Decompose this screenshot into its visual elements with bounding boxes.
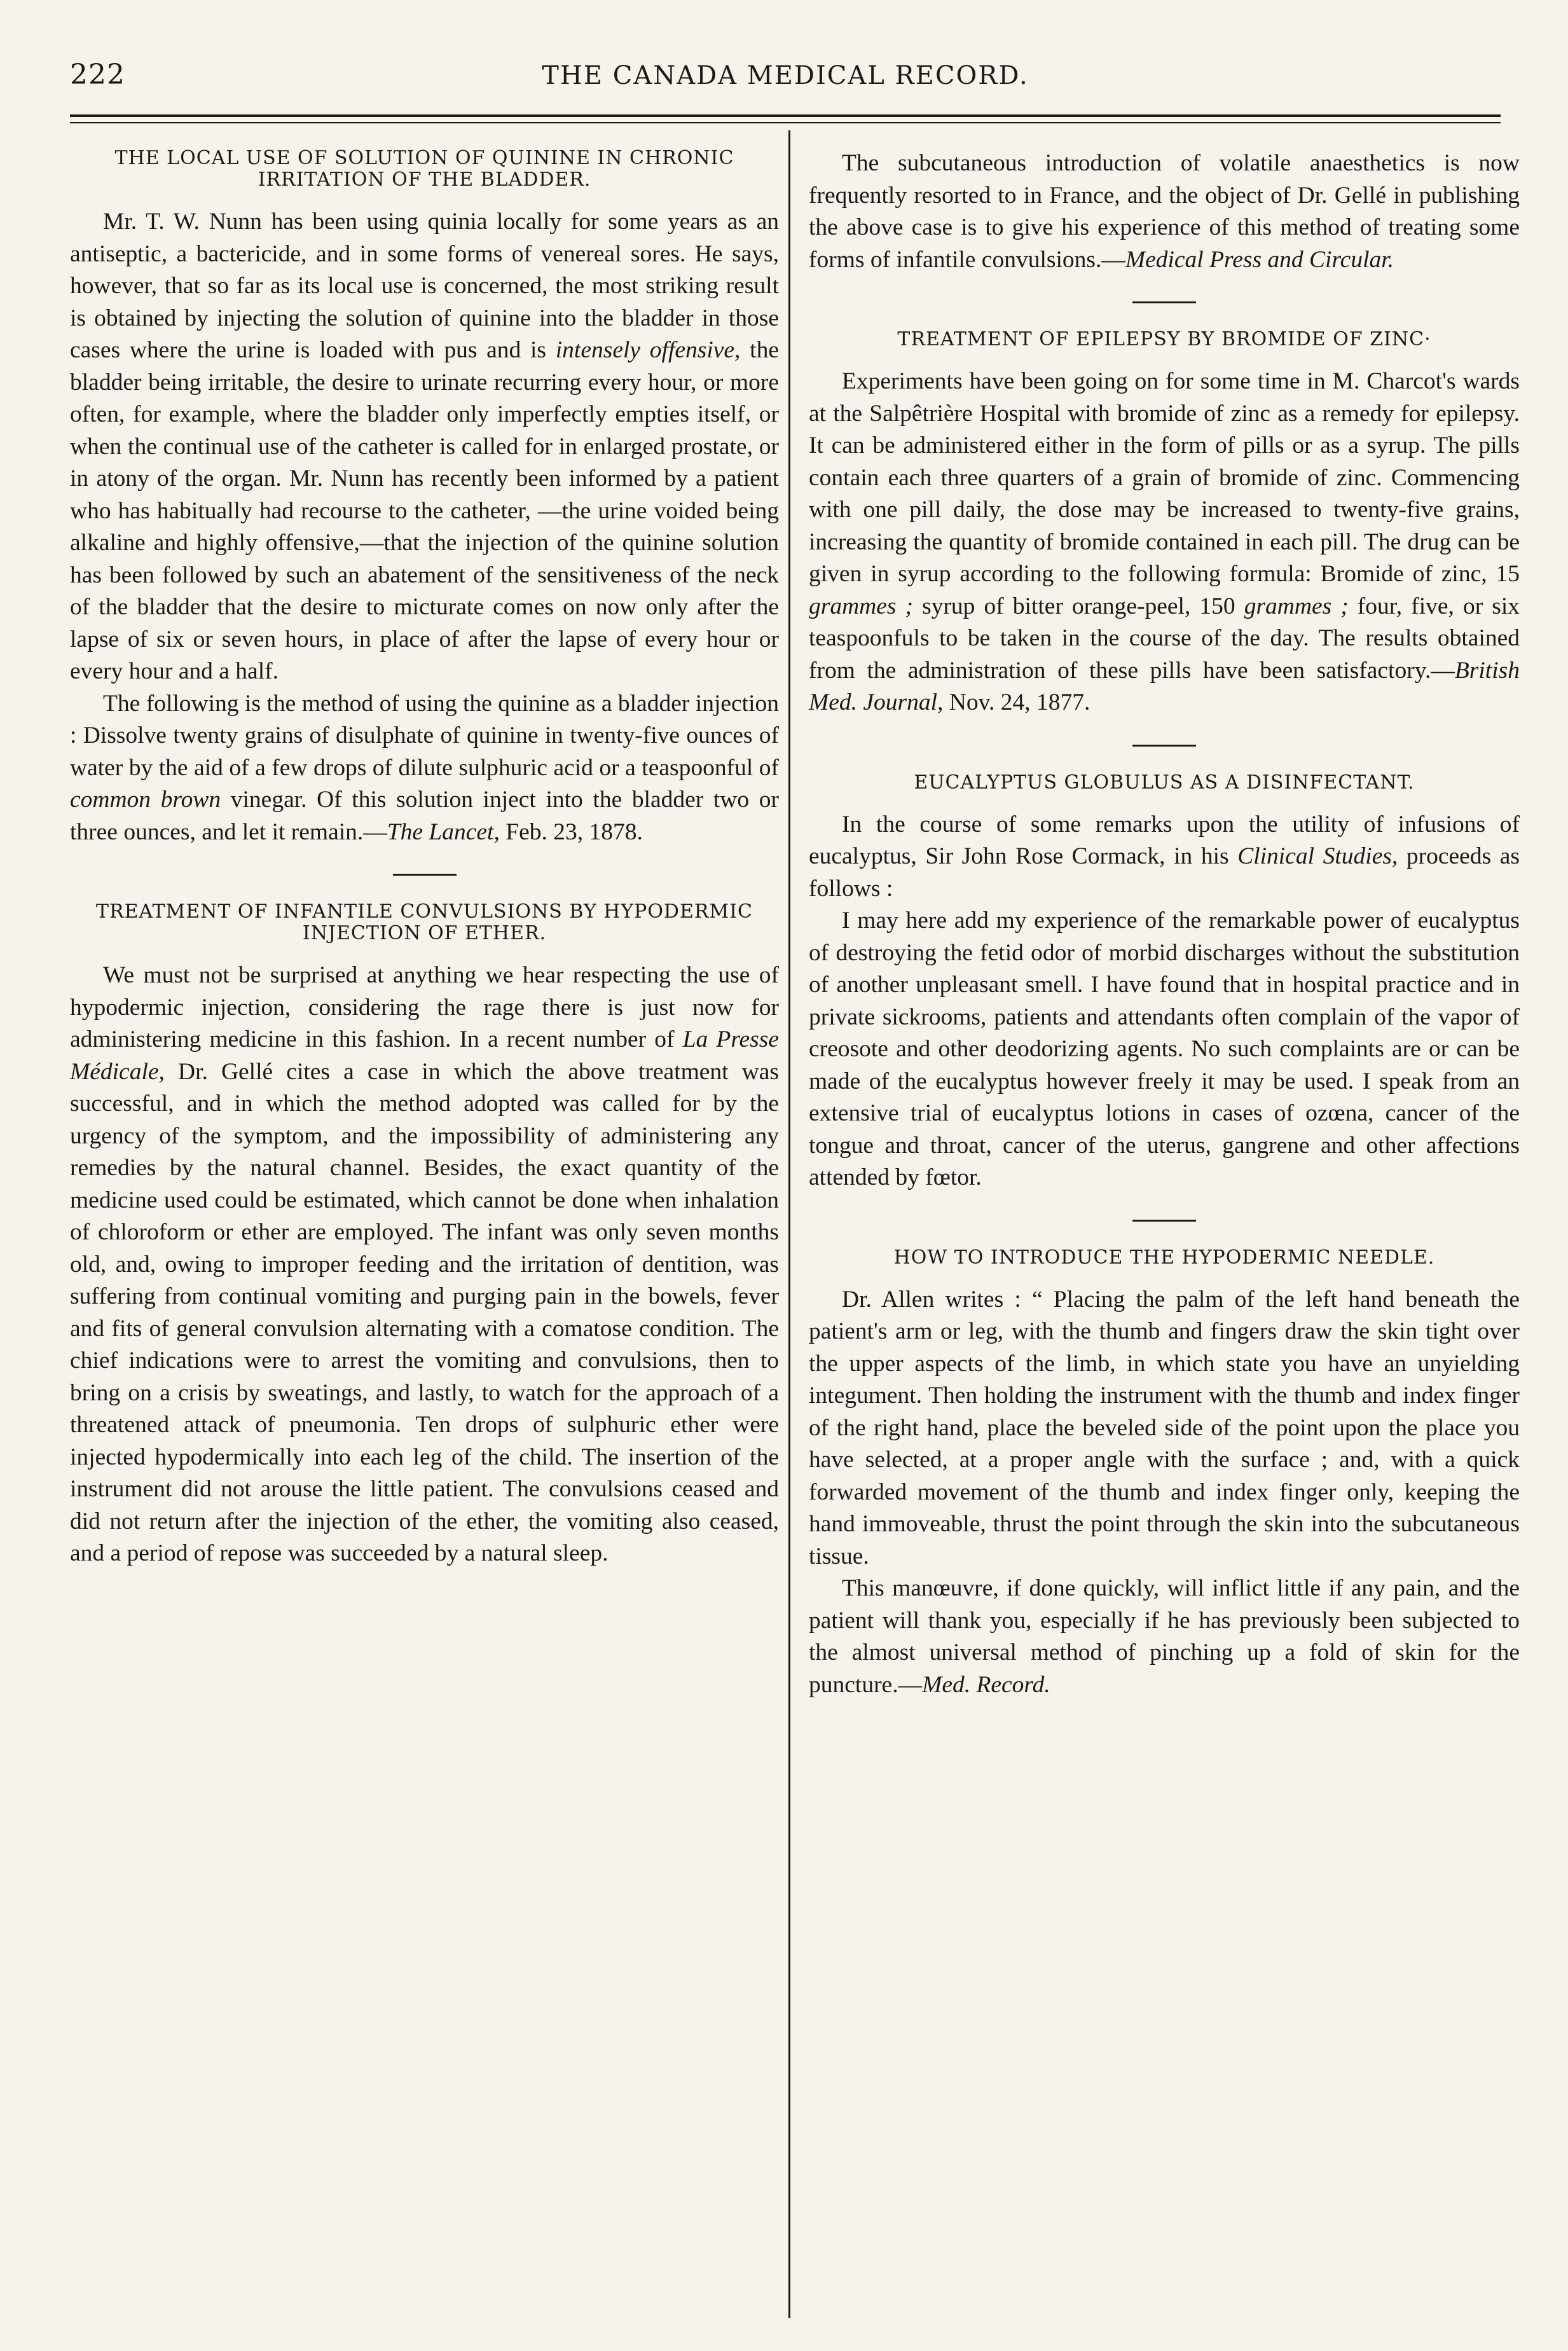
section-separator [1132, 745, 1196, 747]
article-paragraph: The subcutaneous introduction of volatile anaesthetics is now frequently resorted to in France, and the object of Dr. Gellé in publishing the above case is to give his experience of this method of treating some forms of infantile convulsions.—Medical Press and Circular. [809, 150, 1520, 273]
article-paragraph: Dr. Allen writes : “ Placing the palm of the left hand beneath the patient's arm or leg, with the thumb and fingers draw the skin tight over the upper aspects of the limb, in which state you have an unyielding integument. Then holding the instrument with the thumb and index finger of the right hand, place the beveled side of the point upon the place you have selected, at a proper angle with the surface ; and, with a quick forwarded movement of the thumb and index finger only, keeping the hand immoveable, thrust the point through the skin into the subcutaneous tissue. [809, 1286, 1520, 1569]
header-rule-top [70, 114, 1501, 117]
section-separator [393, 874, 457, 876]
source-citation: The Lancet, [387, 818, 500, 845]
column-divider [788, 130, 790, 2318]
left-column [70, 148, 779, 1570]
page-number: 222 [70, 59, 125, 91]
source-citation: Med. Record. [922, 1671, 1050, 1698]
header-rule-bottom [70, 122, 1501, 123]
right-column [809, 148, 1520, 1701]
article-paragraph: The following is the method of using the quinine as a bladder injection : Dissolve twenty grains of disulphate of quinine in twenty-five ounces of water by the aid of a few drops of dilute sulphuric acid or a teaspoonful of common brown vinegar. Of this solution inject into the bladder two or three ounces, and let it remain.—The Lancet, Feb. 23, 1878. [70, 690, 779, 845]
article-paragraph: Experiments have been going on for some time in M. Charcot's wards at the Salpêtrière Hospital with bromide of zinc as a remedy for epilepsy. It can be administered either in the form of pills or as a syrup. The pills contain each three quarters of a grain of bromide of zinc. Commencing with one pill daily, the dose may be increased to twenty-five grains, increasing the quantity of bromide contained in each pill. The drug can be given in syrup according to the following formula: Bromide of zinc, 15 grammes ; syrup of bitter orange-peel, 150 grammes ; four, five, or six teaspoonfuls to be taken in the course of the day. The results obtained from the administration of these pills have been satisfactory.—British Med. Journal, Nov. 24, 1877. [809, 368, 1520, 715]
journal-title: THE CANADA MEDICAL RECORD. [542, 61, 1029, 90]
article-heading-epilepsy: TREATMENT OF EPILEPSY BY BROMIDE OF ZINC· [897, 328, 1431, 350]
running-head [70, 59, 1501, 97]
article-heading-convulsions: TREATMENT OF INFANTILE CONVULSIONS BY HYPODERMIC INJECTION OF ETHER. [95, 900, 753, 944]
article-paragraph: This manœuvre, if done quickly, will inflict little if any pain, and the patient will thank you, especially if he has previously been subjected to the almost universal method of pinching up a fold of skin for the puncture.—Med. Record. [809, 1575, 1520, 1698]
source-citation: British Med. Journal, [809, 657, 1520, 715]
article-paragraph: Mr. T. W. Nunn has been using quinia locally for some years as an antiseptic, a bactericide, and in some forms of venereal sores. He says, however, that so far as its local use is concerned, the most striking result is obtained by injecting the solution of quinine into the bladder in those cases where the urine is loaded with pus and is intensely offensive, the bladder being irritable, the desire to urinate recurring every hour, or more often, for example, where the bladder only imperfectly empties itself, or when the continual use of the catheter is called for in enlarged prostate, or in atony of the organ. Mr. Nunn has recently been informed by a patient who has habitually had recourse to the catheter, —the urine voided being alkaline and highly offensive,—that the injection of the quinine solution has been followed by such an abatement of the sensitiveness of the neck of the bladder that the desire to micturate comes on now only after the lapse of six or seven hours, in place of after the lapse of every hour or every hour and a half. [70, 209, 779, 684]
source-citation: Medical Press and Circular. [1125, 246, 1394, 273]
article-paragraph: I may here add my experience of the remarkable power of eucalyptus of destroying the fetid odor of morbid discharges without the substitution of another unpleasant smell. I have found that in hospital practice and in private sickrooms, patients and attendants often complain of the vapor of creosote and other deodorizing agents. No such complaints are or can be made of the eucalyptus however freely it may be used. I speak from an extensive trial of eucalyptus lotions in cases of ozœna, cancer of the tongue and throat, cancer of the uterus, gangrene and other affections attended by fœtor. [809, 907, 1520, 1190]
section-separator [1132, 301, 1196, 303]
article-paragraph: We must not be surprised at anything we hear respecting the use of hypodermic injection, considering the rage there is just now for administering medicine in this fashion. In a recent number of La Presse Médicale, Dr. Gellé cites a case in which the above treatment was successful, and in which the method adopted was called for by the urgency of the symptom, and the impossibility of administering any remedies by the natural channel. Besides, the exact quantity of the medicine used could be estimated, which cannot be done when inhalation of chloroform or ether are employed. The infant was only seven months old, and, owing to improper feeding and the irritation of dentition, was suffering from continual vomiting and purging pain in the bowels, fever and fits of general convulsion alternating with a comatose condition. The chief indications were to arrest the vomiting and convulsions, then to bring on a crisis by sweatings, and lastly, to watch for the approach of a threatened attack of pneumonia. Ten drops of sulphuric ether were injected hypodermically into each leg of the child. The insertion of the instrument did not arouse the little patient. The convulsions ceased and did not return after the injection of the ether, the vomiting also ceased, and a period of repose was succeeded by a natural sleep. [70, 962, 779, 1566]
article-heading-quinine: THE LOCAL USE OF SOLUTION OF QUININE IN CHRONIC IRRITATION OF THE BLADDER. [114, 147, 734, 191]
article-heading-hypodermic-needle: HOW TO INTRODUCE THE HYPODERMIC NEEDLE. [893, 1246, 1435, 1269]
article-heading-eucalyptus: EUCALYPTUS GLOBULUS AS A DISINFECTANT. [914, 771, 1415, 794]
article-paragraph: In the course of some remarks upon the utility of infusions of eucalyptus, Sir John Rose Cormack, in his Clinical Studies, proceeds as follows : [809, 811, 1520, 902]
section-separator [1132, 1220, 1196, 1222]
